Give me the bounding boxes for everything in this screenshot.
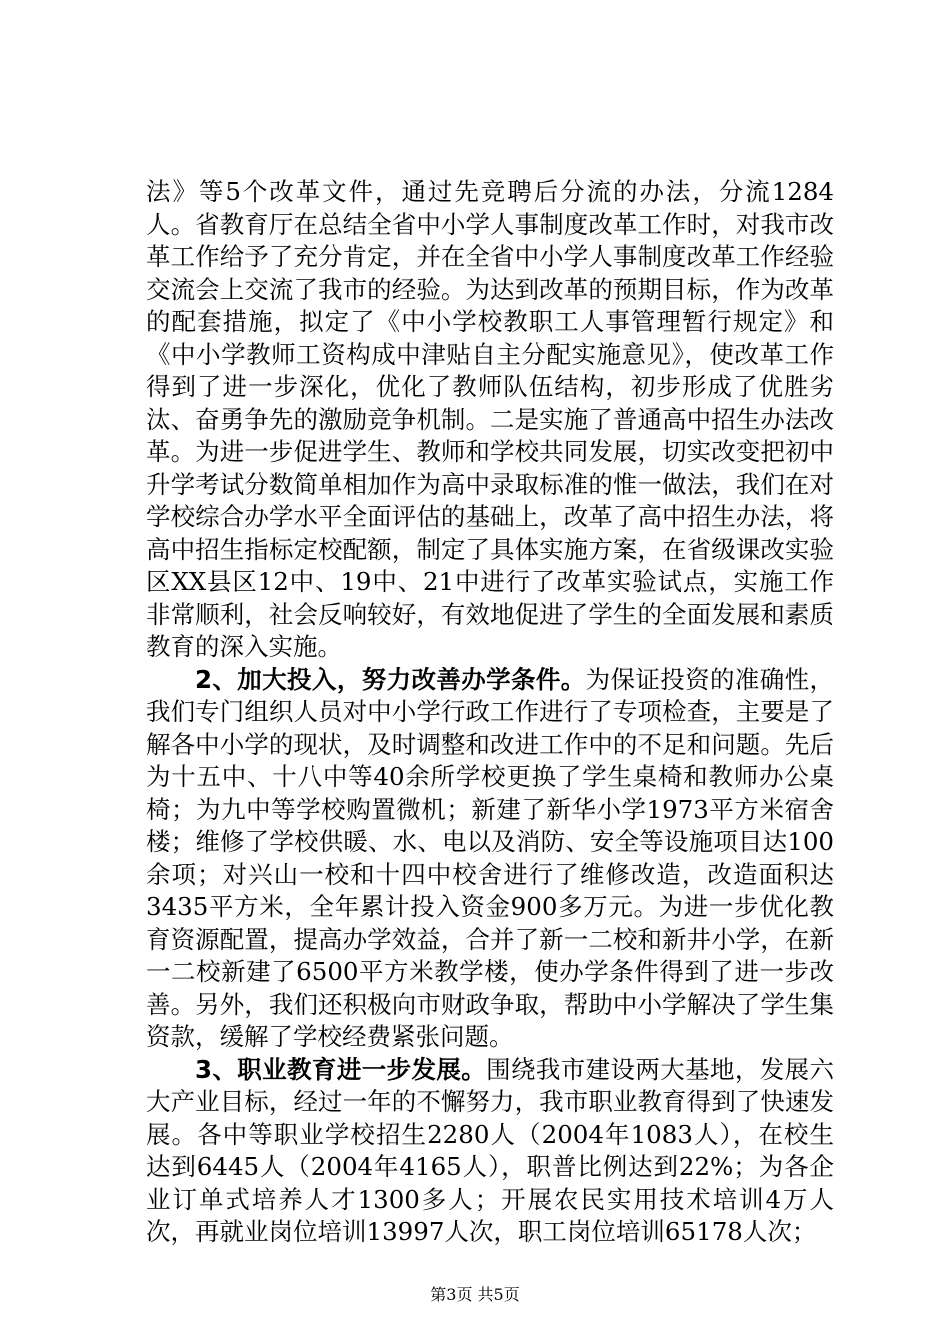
paragraph-1-body: 法》等5个改革文件，通过先竞聘后分流的办法，分流1284人。省教育厅在总结全省中小学人事制度改革工作时，对我市改革工作给予了充分肯定，并在全省中小学人事制度改革工作经验交流会上交流了我市的经验。为达到改革的预期目标，作为改革的配套措施，拟定了《中小学校教职工人事管理暂行规定》和《中小学教师工资构成中津贴自主分配实施意见》，使改革工作得到了进一步深化，优化了教师队伍结构，初步形成了优胜劣汰、奋勇争先的激励竞争机制。二是实施了普通高中招生办法改革。为进一步促进学生、教师和学校共同发展，切实改变把初中升学考试分数简单相加作为高中录取标准的惟一做法，我们在对学校综合办学水平全面评估的基础上，改革了高中招生办法，将高中招生指标定校配额，制定了具体实施方案，在省级课改实验区XX县区12中、19中、21中进行了改革实验试点，实施工作非常顺利，社会反响较好，有效地促进了学生的全面发展和素质教育的深入实施。: [146, 177, 834, 661]
section-3-body: 围绕我市建设两大基地，发展六大产业目标，经过一年的不懈努力，我市职业教育得到了快速发展。各中等职业学校招生2280人（2004年1083人），在校生达到6445人（2004年4165人），职普比例达到22%；为各企业订单式培养人才1300多人；开展农民实用技术培训4万人次，再就业岗位培训13997人次，职工岗位培训65178人次；: [146, 1054, 835, 1246]
section-3-heading: 3、职业教育进一步发展。: [195, 1054, 487, 1084]
document-body: [146, 176, 834, 1249]
section-2-body: 为保证投资的准确性，我们专门组织人员对中小学行政工作进行了专项检查，主要是了解各中小学的现状，及时调整和改进工作中的不足和问题。先后为十五中、十八中等40余所学校更换了学生桌椅和教师办公桌椅；为九中等学校购置微机；新建了新华小学1973平方米宿舍楼；维修了学校供暖、水、电以及消防、安全等设施项目达100余项；对兴山一校和十四中校舍进行了维修改造，改造面积达3435平方米，全年累计投入资金900多万元。为进一步优化教育资源配置，提高办学效益，合并了新一二校和新井小学，在新一二校新建了6500平方米教学楼，使办学条件得到了进一步改善。另外，我们还积极向市财政争取，帮助中小学解决了学生集资款，缓解了学校经费紧张问题。: [146, 664, 835, 1051]
paragraph-section-2: [146, 664, 834, 1054]
paragraph-continuation: [146, 176, 834, 664]
page-footer: [0, 1282, 950, 1305]
paragraph-section-3: [146, 1054, 834, 1249]
page-number-label: 第3页 共5页: [430, 1285, 520, 1304]
section-2-heading: 2、加大投入，努力改善办学条件。: [195, 664, 586, 694]
